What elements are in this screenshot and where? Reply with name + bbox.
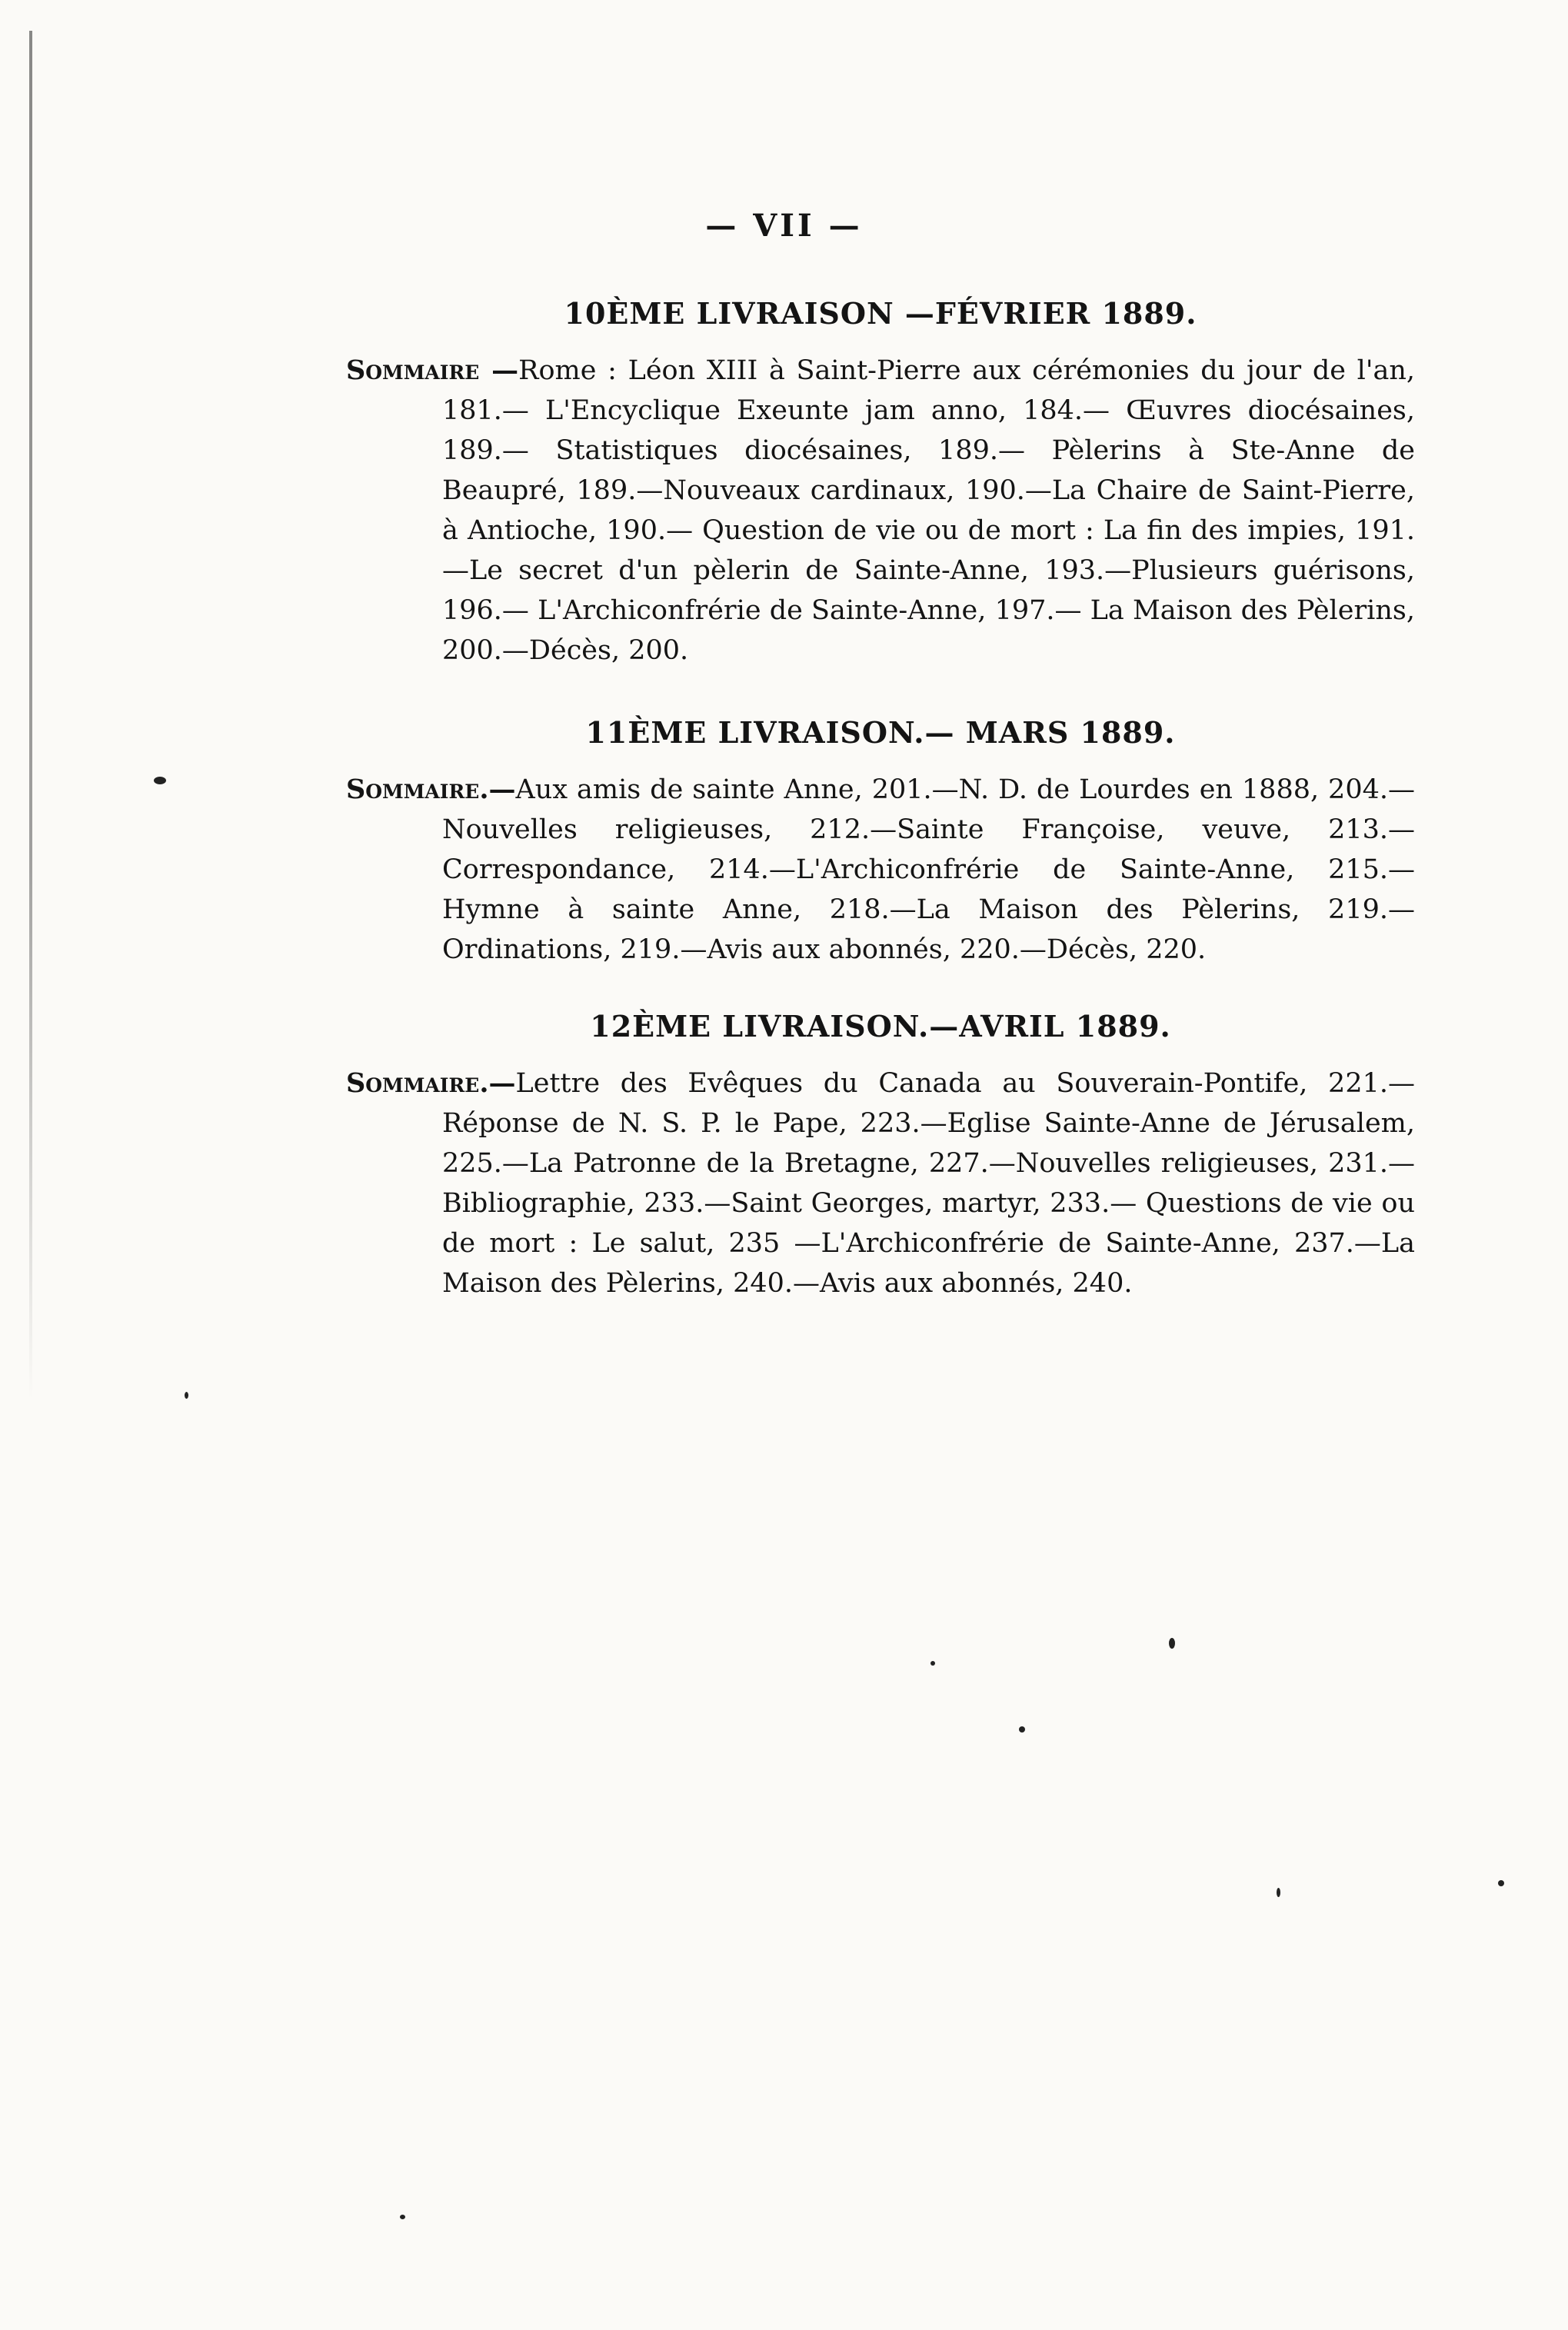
scan-speck xyxy=(154,777,166,784)
summary-paragraph xyxy=(346,351,1415,671)
summary-label: Sommaire.— xyxy=(346,774,516,805)
summary-text: Lettre des Evêques du Canada au Souverain-Pontife, 221.— Réponse de N. S. P. le Pape, 223.—Eglise Sainte-Anne de Jérusalem, 225.—La Patronne de la Bretagne, 227.—Nouvelles religieuses, 231.—Bibliographie, 233.—Saint Georges, martyr, 233.— Questions de vie ou de mort : Le salut, 235 —L'Archiconfrérie de Sainte-Anne, 237.—La Maison des Pèlerins, 240.—Avis aux abonnés, 240. xyxy=(442,1068,1415,1299)
section-heading: 11ÈME LIVRAISON.— MARS 1889. xyxy=(585,715,1176,750)
scan-speck xyxy=(400,2215,405,2219)
section-heading: 12ÈME LIVRAISON.—AVRIL 1889. xyxy=(590,1009,1171,1044)
page-number: — VII — xyxy=(705,208,863,244)
scan-speck xyxy=(185,1392,188,1399)
scan-speck xyxy=(1277,1888,1280,1897)
summary-text: Aux amis de sainte Anne, 201.—N. D. de Lourdes en 1888, 204.—Nouvelles religieuses, 212.—Sainte Françoise, veuve, 213.— Correspondance, 214.—L'Archiconfrérie de Sainte-Anne, 215.— Hymne à sainte Anne, 218.—La Maison des Pèlerins, 219.—Ordinations, 219.—Avis aux abonnés, 220.—Décès, 220. xyxy=(442,774,1415,965)
scan-speck xyxy=(930,1661,935,1666)
scan-speck xyxy=(1169,1638,1175,1649)
section-12th-issue xyxy=(346,1009,1415,1303)
scan-speck xyxy=(1019,1726,1025,1733)
section-11th-issue xyxy=(346,715,1415,970)
summary-paragraph xyxy=(346,1063,1415,1303)
section-10th-issue xyxy=(346,296,1415,671)
section-heading: 10ÈME LIVRAISON —FÉVRIER 1889. xyxy=(564,296,1197,331)
summary-text: Rome : Léon XIII à Saint-Pierre aux cérémonies du jour de l'an, 181.— L'Encyclique Exeunte jam anno, 184.— Œuvres diocésaines, 189.— Statistiques diocésaines, 189.— Pèlerins à Ste-Anne de Beaupré, 189.—Nouveaux cardinaux, 190.—La Chaire de Saint-Pierre, à Antioche, 190.— Question de vie ou de mort : La fin des impies, 191.—Le secret d'un pèlerin de Sainte-Anne, 193.—Plusieurs guérisons, 196.— L'Archiconfrérie de Sainte-Anne, 197.— La Maison des Pèlerins, 200.—Décès, 200. xyxy=(442,355,1415,666)
summary-label: Sommaire.— xyxy=(346,1067,516,1099)
summary-label: Sommaire — xyxy=(346,354,519,386)
scan-speck xyxy=(1498,1880,1504,1886)
summary-paragraph xyxy=(346,770,1415,970)
